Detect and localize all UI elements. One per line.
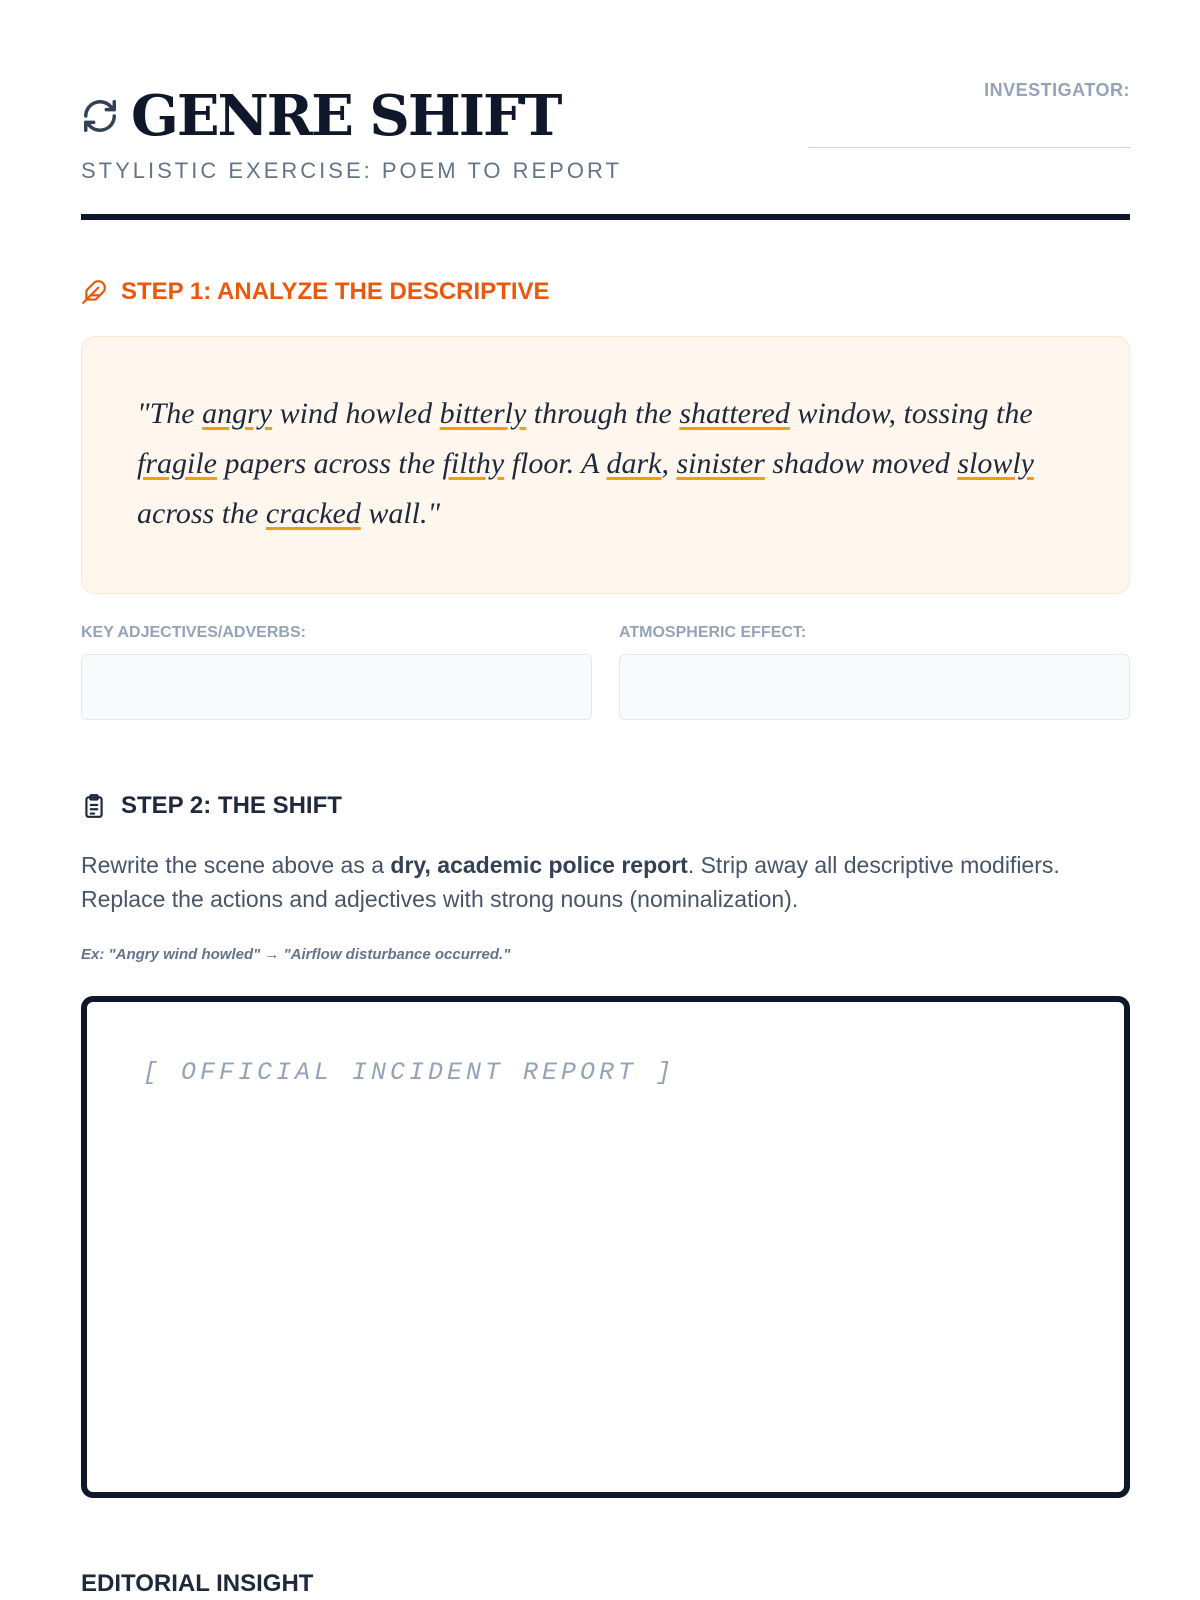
investigator-label: INVESTIGATOR:: [984, 80, 1130, 100]
highlighted-modifier: sinister: [676, 447, 765, 480]
passage-segment: papers across the: [217, 447, 443, 480]
shift-instructions: [81, 848, 1130, 916]
passage-segment: floor. A: [504, 447, 607, 480]
effect-field-label: ATMOSPHERIC EFFECT:: [619, 624, 807, 641]
step2-label: STEP 2: THE SHIFT: [121, 792, 342, 819]
instruction-text-end: . Strip away all descriptive modifiers. Replace the actions and adjectives with strong nouns (nominalization).: [81, 852, 1060, 912]
highlighted-modifier: dark: [606, 447, 662, 480]
highlighted-modifier: fragile: [137, 447, 217, 480]
worksheet-page: [81, 0, 1130, 1600]
investigator-field: [808, 80, 1130, 148]
example-hint: Ex: "Angry wind howled" → "Airflow disturbance occurred.": [81, 946, 511, 963]
atmospheric-effect-input[interactable]: [619, 654, 1130, 720]
instruction-text-start: Rewrite the scene above as a: [81, 852, 391, 878]
report-placeholder: [ OFFICIAL INCIDENT REPORT ]: [143, 1058, 676, 1087]
step1-heading: [81, 278, 550, 306]
investigator-input-line[interactable]: [808, 147, 1130, 148]
feather-icon: [81, 279, 107, 305]
descriptive-passage: [81, 336, 1130, 594]
page-subtitle: STYLISTIC EXERCISE: POEM TO REPORT: [81, 158, 622, 183]
passage-segment: wind howled: [272, 397, 440, 430]
clipboard-icon: [81, 793, 107, 819]
step1-label: STEP 1: ANALYZE THE DESCRIPTIVE: [121, 278, 550, 305]
passage-segment: window, tossing the: [789, 397, 1033, 430]
editorial-insight-heading: EDITORIAL INSIGHT: [81, 1570, 314, 1597]
adjectives-input[interactable]: [81, 654, 592, 720]
passage-segment: wall.": [360, 497, 441, 530]
incident-report-textarea[interactable]: [81, 996, 1130, 1498]
highlighted-modifier: bitterly: [439, 397, 527, 430]
title-row: [81, 84, 560, 148]
passage-segment: shadow moved: [764, 447, 958, 480]
highlighted-modifier: filthy: [442, 447, 505, 480]
passage-segment: across the: [137, 497, 266, 530]
passage-segment: through the: [526, 397, 680, 430]
page-title: GENRE SHIFT: [131, 83, 561, 149]
worksheet-header: [81, 80, 1130, 220]
passage-segment: "The: [137, 397, 203, 430]
step2-heading: [81, 792, 342, 820]
highlighted-modifier: angry: [202, 397, 273, 430]
passage-segment: ,: [661, 447, 677, 480]
highlighted-modifier: shattered: [679, 397, 790, 430]
adjectives-field-label: KEY ADJECTIVES/ADVERBS:: [81, 624, 306, 641]
instruction-emphasis: dry, academic police report: [390, 852, 688, 878]
passage-text: [137, 389, 1077, 539]
highlighted-modifier: slowly: [957, 447, 1034, 480]
header-divider: [81, 214, 1130, 220]
highlighted-modifier: cracked: [265, 497, 361, 530]
refresh-icon: [81, 97, 119, 135]
